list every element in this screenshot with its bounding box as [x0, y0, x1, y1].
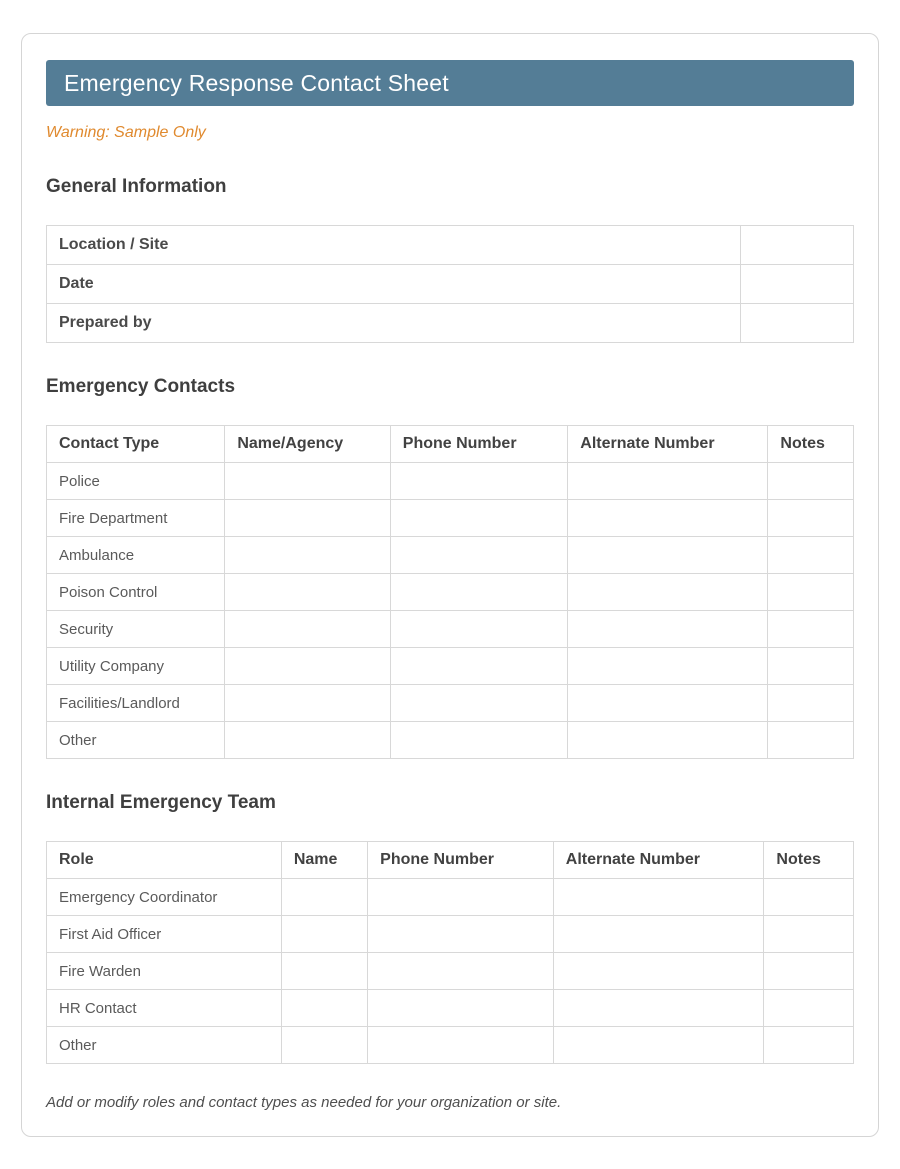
empty-value-cell — [568, 685, 768, 722]
empty-value-cell — [390, 611, 568, 648]
empty-value-cell — [768, 685, 854, 722]
empty-value-cell — [368, 916, 554, 953]
empty-value-cell — [568, 611, 768, 648]
empty-value-cell — [225, 537, 390, 574]
empty-value-cell — [568, 463, 768, 500]
empty-value-cell — [764, 879, 854, 916]
footer-note: Add or modify roles and contact types as needed for your organization or site. — [46, 1094, 562, 1111]
empty-value-cell — [390, 722, 568, 759]
empty-value-cell — [768, 574, 854, 611]
row-label-cell: Other — [47, 722, 225, 759]
table-row — [47, 648, 854, 685]
empty-value-cell — [390, 648, 568, 685]
empty-value-cell — [553, 990, 764, 1027]
empty-value-cell — [281, 879, 367, 916]
empty-value-cell — [368, 879, 554, 916]
empty-value-cell — [768, 611, 854, 648]
row-label-cell: Date — [47, 265, 741, 304]
column-header: Name/Agency — [225, 426, 390, 463]
table-row — [47, 953, 854, 990]
empty-value-cell — [281, 1027, 367, 1064]
empty-value-cell — [225, 611, 390, 648]
empty-value-cell — [768, 722, 854, 759]
section-heading-internal-emergency-team: Internal Emergency Team — [46, 792, 276, 813]
empty-value-cell — [768, 648, 854, 685]
row-label-cell: Facilities/Landlord — [47, 685, 225, 722]
empty-value-cell — [368, 953, 554, 990]
header-row — [47, 426, 854, 463]
empty-value-cell — [390, 574, 568, 611]
empty-value-cell — [225, 574, 390, 611]
column-header: Notes — [764, 842, 854, 879]
table-row — [47, 611, 854, 648]
column-header: Name — [281, 842, 367, 879]
row-label-cell: Security — [47, 611, 225, 648]
table-row — [47, 463, 854, 500]
empty-value-cell — [553, 879, 764, 916]
table-row — [47, 685, 854, 722]
empty-value-cell — [553, 953, 764, 990]
table-row — [47, 574, 854, 611]
column-header: Role — [47, 842, 282, 879]
empty-value-cell — [225, 685, 390, 722]
empty-value-cell — [764, 1027, 854, 1064]
section-heading-emergency-contacts: Emergency Contacts — [46, 376, 236, 397]
column-header: Phone Number — [390, 426, 568, 463]
column-header: Alternate Number — [553, 842, 764, 879]
empty-value-cell — [225, 463, 390, 500]
emergency-contacts-table — [46, 425, 854, 759]
empty-value-cell — [764, 953, 854, 990]
empty-value-cell — [368, 1027, 554, 1064]
empty-value-cell — [568, 500, 768, 537]
row-label-cell: Ambulance — [47, 537, 225, 574]
empty-value-cell — [768, 500, 854, 537]
row-label-cell: Other — [47, 1027, 282, 1064]
row-label-cell: Fire Department — [47, 500, 225, 537]
warning-text: Warning: Sample Only — [46, 124, 206, 141]
table-row — [47, 500, 854, 537]
row-label-cell: Prepared by — [47, 304, 741, 343]
empty-value-cell — [568, 574, 768, 611]
empty-value-cell — [741, 304, 854, 343]
empty-value-cell — [390, 685, 568, 722]
section-heading-general-information: General Information — [46, 176, 227, 197]
empty-value-cell — [568, 722, 768, 759]
table-row — [47, 1027, 854, 1064]
row-label-cell: Poison Control — [47, 574, 225, 611]
table-row — [47, 537, 854, 574]
empty-value-cell — [741, 265, 854, 304]
table-row — [47, 916, 854, 953]
table-row — [47, 265, 854, 304]
table-row — [47, 304, 854, 343]
row-label-cell: HR Contact — [47, 990, 282, 1027]
empty-value-cell — [764, 916, 854, 953]
empty-value-cell — [225, 648, 390, 685]
empty-value-cell — [225, 722, 390, 759]
empty-value-cell — [225, 500, 390, 537]
empty-value-cell — [368, 990, 554, 1027]
empty-value-cell — [768, 463, 854, 500]
empty-value-cell — [553, 1027, 764, 1064]
internal-team-table — [46, 841, 854, 1064]
table-row — [47, 990, 854, 1027]
row-label-cell: Location / Site — [47, 226, 741, 265]
row-label-cell: Police — [47, 463, 225, 500]
row-label-cell: Fire Warden — [47, 953, 282, 990]
column-header: Contact Type — [47, 426, 225, 463]
empty-value-cell — [390, 537, 568, 574]
table-row — [47, 722, 854, 759]
row-label-cell: Utility Company — [47, 648, 225, 685]
column-header: Alternate Number — [568, 426, 768, 463]
empty-value-cell — [568, 648, 768, 685]
empty-value-cell — [741, 226, 854, 265]
empty-value-cell — [390, 463, 568, 500]
empty-value-cell — [553, 916, 764, 953]
page-title: Emergency Response Contact Sheet — [64, 69, 449, 96]
column-header: Phone Number — [368, 842, 554, 879]
general-info-table — [46, 225, 854, 343]
empty-value-cell — [764, 990, 854, 1027]
column-header: Notes — [768, 426, 854, 463]
table-row — [47, 226, 854, 265]
table-row — [47, 879, 854, 916]
empty-value-cell — [281, 916, 367, 953]
empty-value-cell — [568, 537, 768, 574]
empty-value-cell — [390, 500, 568, 537]
row-label-cell: Emergency Coordinator — [47, 879, 282, 916]
empty-value-cell — [281, 990, 367, 1027]
contact-sheet-card — [21, 33, 879, 1137]
empty-value-cell — [281, 953, 367, 990]
row-label-cell: First Aid Officer — [47, 916, 282, 953]
header-row — [47, 842, 854, 879]
title-banner — [46, 60, 854, 106]
empty-value-cell — [768, 537, 854, 574]
